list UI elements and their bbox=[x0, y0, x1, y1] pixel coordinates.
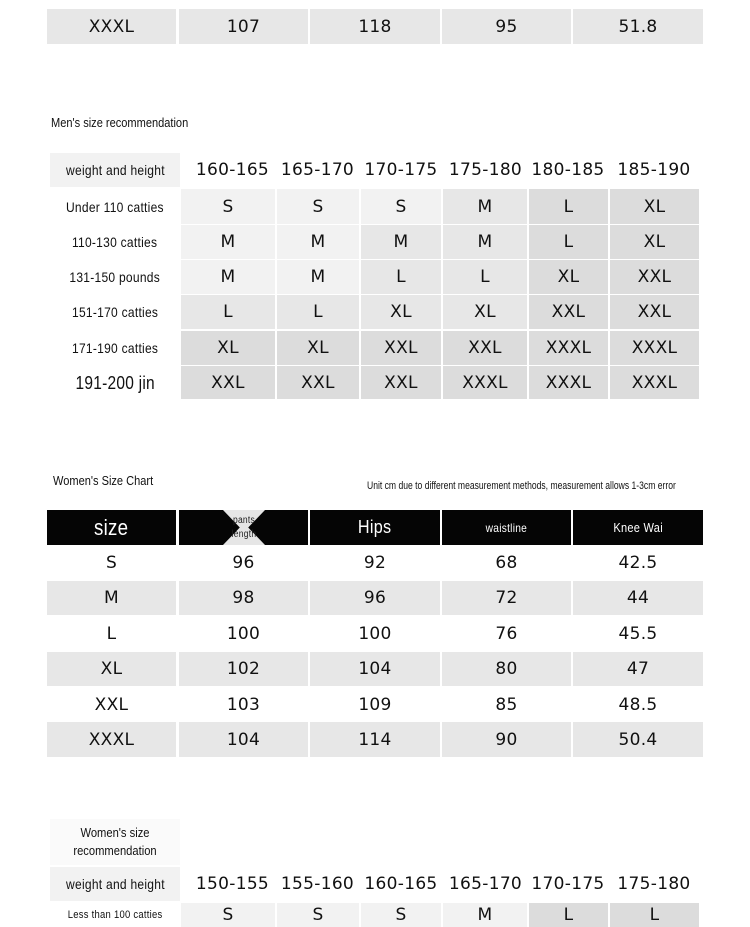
size-cell: XL bbox=[610, 189, 699, 224]
size-cell: XL bbox=[361, 295, 441, 329]
table-cell: 114 bbox=[310, 722, 440, 757]
table-cell: 103 bbox=[179, 688, 308, 721]
table-cell: XXXL bbox=[47, 722, 176, 757]
table-cell: 48.5 bbox=[573, 688, 703, 721]
weight-label: 131-150 pounds bbox=[50, 260, 180, 294]
table-cell: 85 bbox=[442, 688, 571, 721]
size-cell: XXL bbox=[610, 295, 699, 329]
size-cell: XL bbox=[443, 295, 527, 329]
table-cell: 51.8 bbox=[573, 9, 703, 44]
size-cell: S bbox=[277, 903, 359, 927]
table-cell: 104 bbox=[310, 652, 440, 686]
size-cell: L bbox=[610, 903, 699, 927]
size-cell: XL bbox=[181, 331, 275, 365]
table-cell: 98 bbox=[179, 581, 308, 615]
men-section-title: Men's size recommendation bbox=[51, 115, 189, 130]
size-cell: S bbox=[181, 903, 275, 927]
size-cell: L bbox=[529, 903, 608, 927]
size-cell: XXXL bbox=[610, 331, 699, 365]
table-cell: 68 bbox=[442, 546, 571, 580]
size-cell: M bbox=[277, 260, 359, 294]
size-cell: S bbox=[181, 189, 275, 224]
size-cell: M bbox=[443, 225, 527, 259]
height-header: 170-175 bbox=[528, 867, 608, 901]
weight-label: 151-170 catties bbox=[50, 295, 180, 329]
height-header: 180-185 bbox=[528, 153, 608, 187]
table-cell: 90 bbox=[442, 722, 571, 757]
header-hips: Hips bbox=[310, 510, 440, 545]
table-cell: XXXL bbox=[47, 9, 176, 44]
women-chart-title: Women's Size Chart bbox=[53, 473, 154, 488]
table-cell: 118 bbox=[310, 9, 440, 44]
size-cell: XXL bbox=[277, 366, 359, 399]
table-cell: 96 bbox=[179, 546, 308, 580]
height-header: 185-190 bbox=[610, 153, 698, 187]
size-cell: M bbox=[181, 260, 275, 294]
height-header: 150-155 bbox=[190, 867, 275, 901]
table-cell: XL bbox=[47, 652, 176, 686]
size-cell: XXL bbox=[361, 331, 441, 365]
women-rec-title: Women's size recommendation bbox=[50, 819, 180, 865]
height-header: 165-170 bbox=[443, 867, 528, 901]
size-cell: XXXL bbox=[529, 366, 608, 399]
height-header: 170-175 bbox=[360, 153, 442, 187]
measurement-note: Unit cm due to different measurement methods, measurement allows 1-3cm error bbox=[367, 480, 676, 492]
size-cell: M bbox=[181, 225, 275, 259]
table-cell: 45.5 bbox=[573, 617, 703, 651]
size-cell: XXL bbox=[181, 366, 275, 399]
table-cell: S bbox=[47, 546, 176, 580]
size-cell: M bbox=[361, 225, 441, 259]
weight-label: 191-200 jin bbox=[50, 366, 180, 400]
weight-label: 171-190 catties bbox=[50, 331, 180, 365]
size-cell: XL bbox=[529, 260, 608, 294]
table-cell: 92 bbox=[310, 546, 440, 580]
corner-label: weight and height bbox=[50, 867, 180, 901]
table-cell: 76 bbox=[442, 617, 571, 651]
table-cell: 44 bbox=[573, 581, 703, 615]
height-header: 165-170 bbox=[275, 153, 360, 187]
size-cell: M bbox=[443, 189, 527, 224]
header-size: size bbox=[47, 510, 176, 545]
table-cell: 96 bbox=[310, 581, 440, 615]
table-cell: 72 bbox=[442, 581, 571, 615]
table-cell: 107 bbox=[179, 9, 308, 44]
table-cell: L bbox=[47, 617, 176, 651]
table-cell: 95 bbox=[442, 9, 571, 44]
size-cell: XXL bbox=[529, 295, 608, 329]
height-header: 175-180 bbox=[443, 153, 528, 187]
size-cell: XL bbox=[610, 225, 699, 259]
table-cell: 42.5 bbox=[573, 546, 703, 580]
size-cell: L bbox=[443, 260, 527, 294]
size-cell: XXL bbox=[610, 260, 699, 294]
size-cell: L bbox=[529, 189, 608, 224]
height-header: 160-165 bbox=[360, 867, 442, 901]
table-cell: 100 bbox=[310, 617, 440, 651]
table-cell: 47 bbox=[573, 652, 703, 686]
height-header: 160-165 bbox=[190, 153, 275, 187]
size-cell: XXL bbox=[361, 366, 441, 399]
table-cell: 100 bbox=[179, 617, 308, 651]
table-cell: M bbox=[47, 581, 176, 615]
size-cell: S bbox=[361, 903, 441, 927]
size-cell: S bbox=[277, 189, 359, 224]
header-pants-length: pants length bbox=[179, 510, 308, 545]
size-cell: XXXL bbox=[610, 366, 699, 399]
size-cell: L bbox=[529, 225, 608, 259]
corner-label: weight and height bbox=[50, 153, 180, 187]
header-waistline: waistline bbox=[442, 510, 571, 545]
header-knee: Knee Wai bbox=[573, 510, 703, 545]
size-cell: L bbox=[181, 295, 275, 329]
weight-label: 110-130 catties bbox=[50, 225, 180, 259]
weight-label: Less than 100 catties bbox=[50, 903, 180, 927]
table-cell: 109 bbox=[310, 688, 440, 721]
height-header: 175-180 bbox=[610, 867, 698, 901]
size-cell: S bbox=[361, 189, 441, 224]
size-cell: L bbox=[277, 295, 359, 329]
size-cell: M bbox=[277, 225, 359, 259]
size-cell: M bbox=[443, 903, 527, 927]
table-cell: 80 bbox=[442, 652, 571, 686]
size-cell: XXXL bbox=[529, 331, 608, 365]
size-cell: XXXL bbox=[443, 366, 527, 399]
size-cell: XXL bbox=[443, 331, 527, 365]
table-cell: 104 bbox=[179, 722, 308, 757]
size-cell: L bbox=[361, 260, 441, 294]
size-cell: XL bbox=[277, 331, 359, 365]
table-cell: 102 bbox=[179, 652, 308, 686]
table-cell: XXL bbox=[47, 688, 176, 721]
weight-label: Under 110 catties bbox=[50, 189, 180, 224]
table-cell: 50.4 bbox=[573, 722, 703, 757]
height-header: 155-160 bbox=[275, 867, 360, 901]
